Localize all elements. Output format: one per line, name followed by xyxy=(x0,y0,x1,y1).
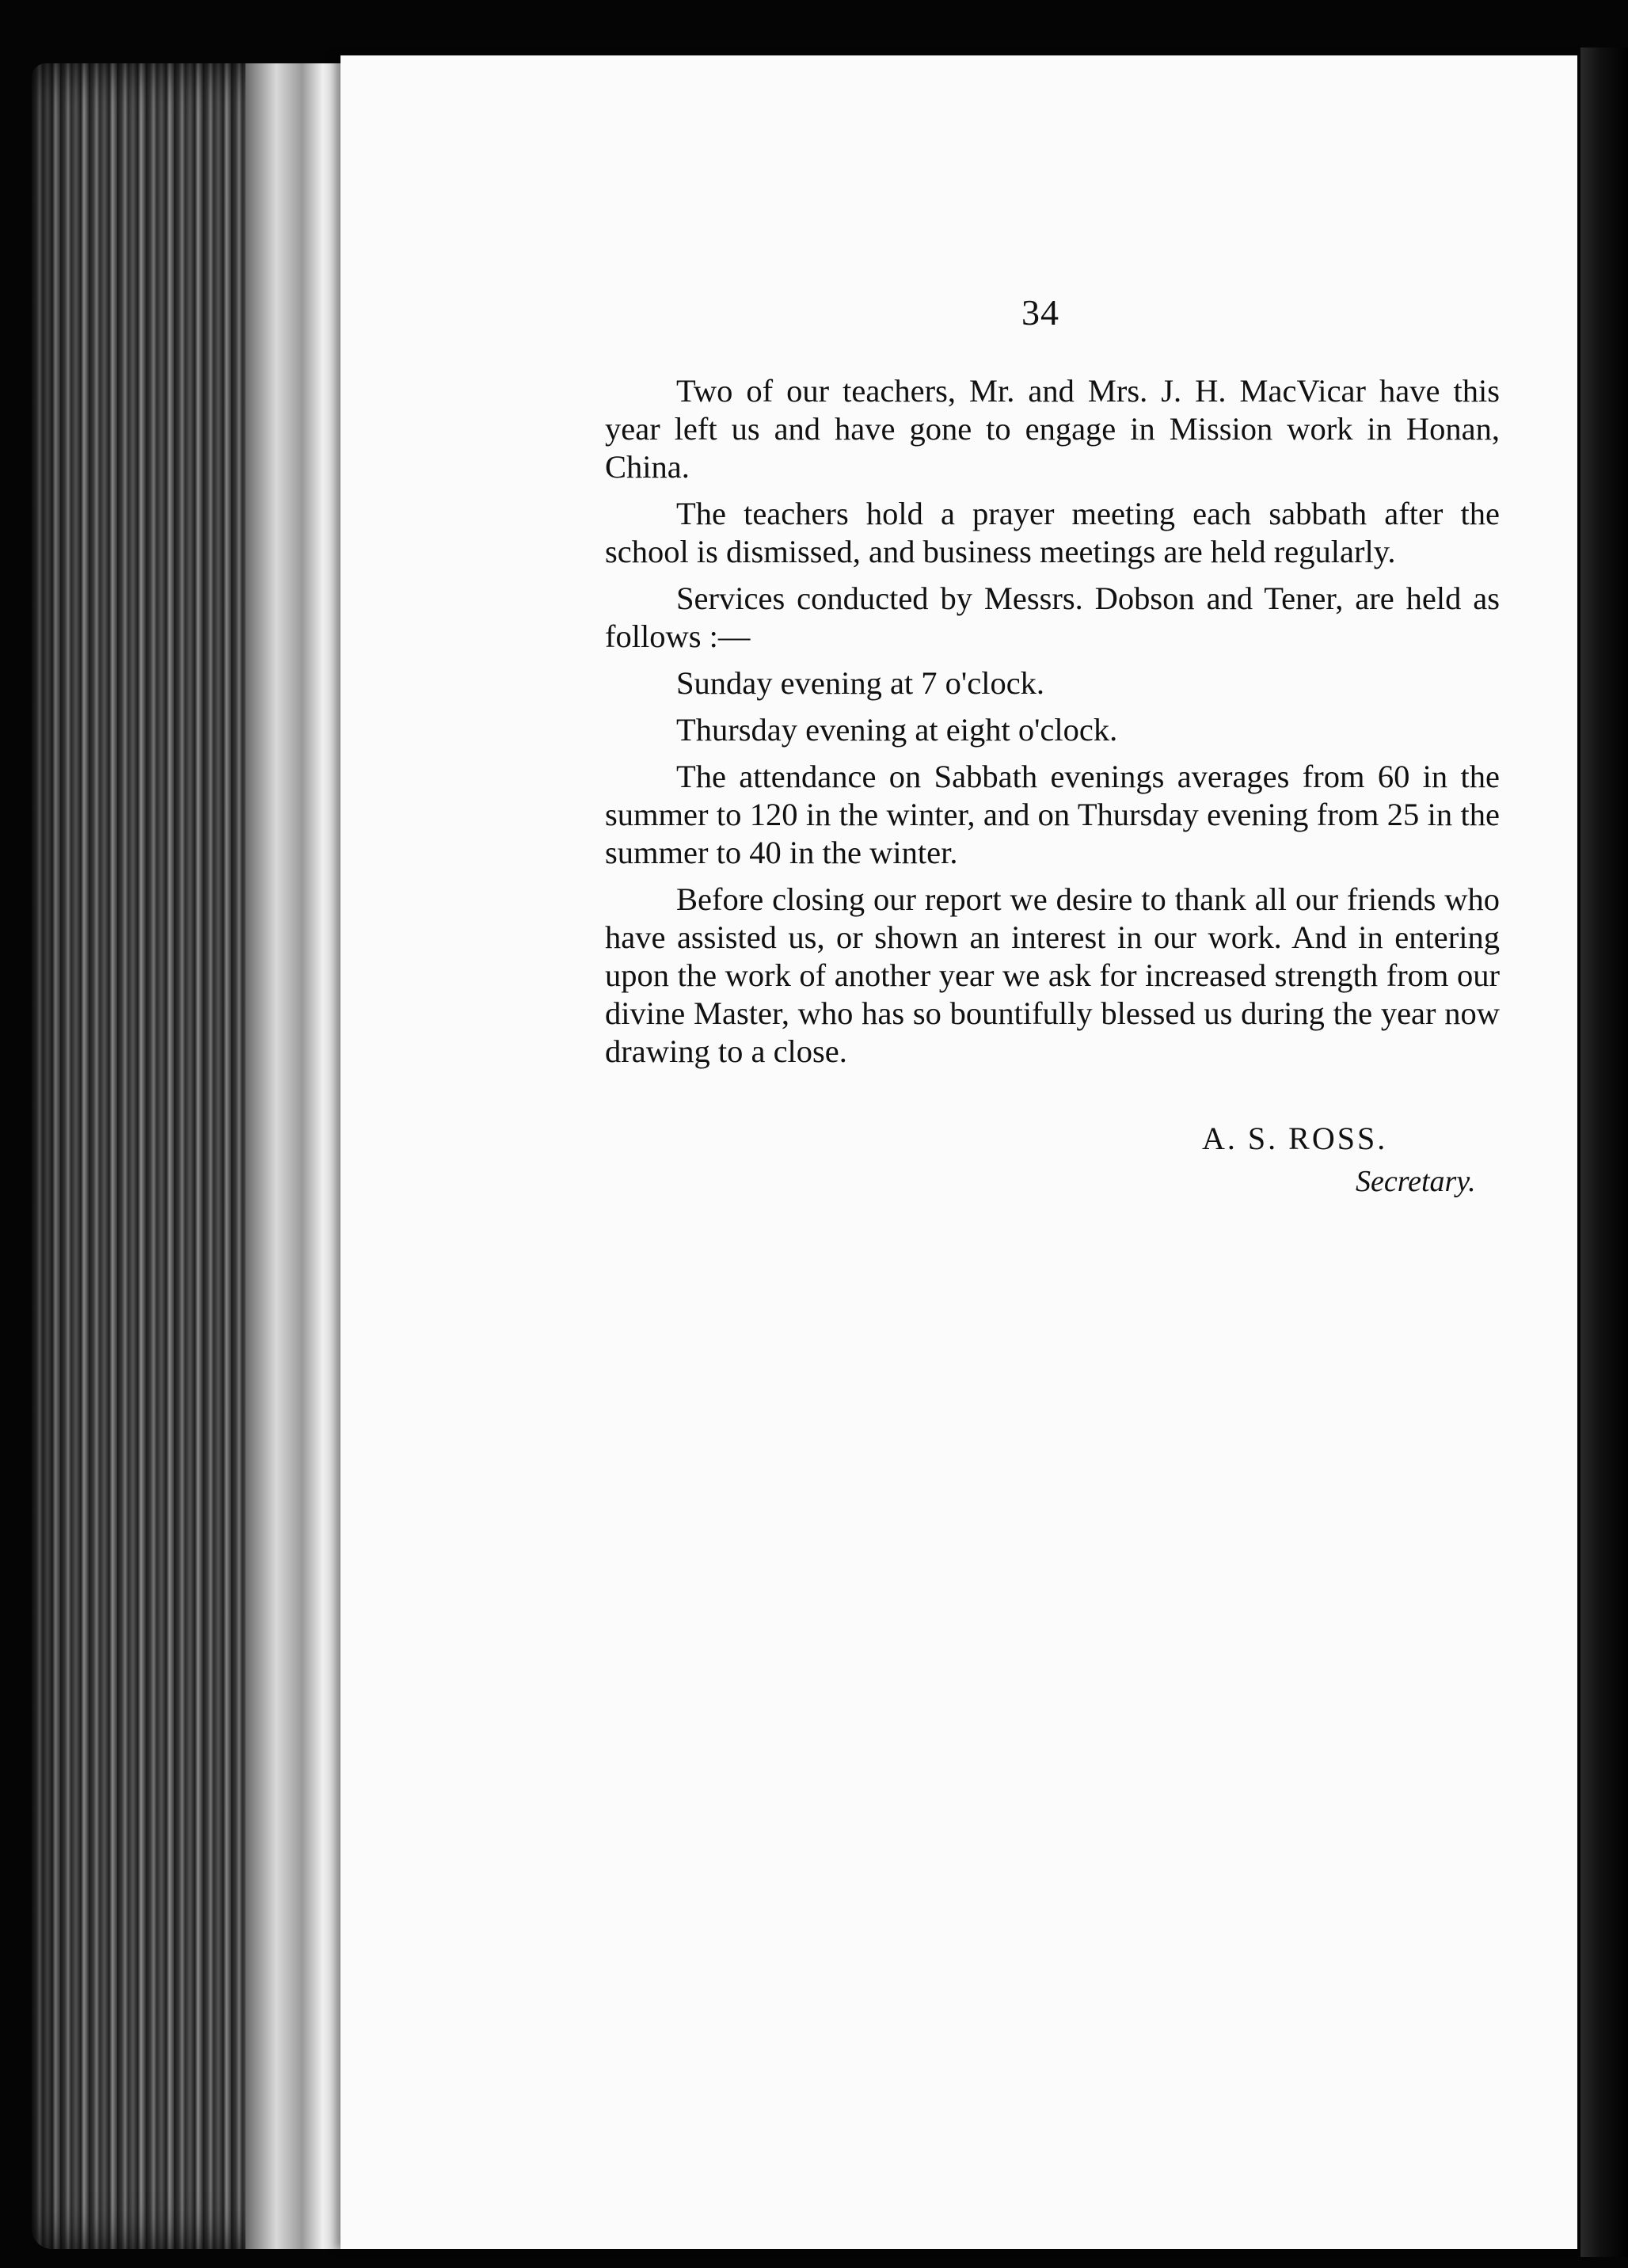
paragraph-thursday: Thursday evening at eight o'clock. xyxy=(676,712,1118,748)
paragraph-prayer-meeting: The teachers hold a prayer meeting each sabbath after the school is dismissed, and business meetings are held regularly. xyxy=(605,496,1500,569)
paragraph-closing: Before closing our report we desire to thank all our friends who have assisted us, or shown an interest in our work. And in entering upon the work of another year we ask for increased strength from our divine Master, who has so bountifully blessed us during the year now drawing to a close. xyxy=(605,881,1500,1069)
paragraph-services: Services conducted by Messrs. Dobson and Tener, are held as follows :— xyxy=(605,580,1500,654)
book-page-edges xyxy=(32,63,348,2249)
report-text xyxy=(605,372,1500,1079)
signature-title: Secretary. xyxy=(1356,1165,1476,1198)
paragraph-attendance: The attendance on Sabbath evenings averages from 60 in the summer to 120 in the winter, and on Thursday evening from 25 in the summer to 40 in the winter. xyxy=(605,759,1500,870)
paragraph-teachers-left: Two of our teachers, Mr. and Mrs. J. H. MacVicar have this year left us and have gone to engage in Mission work in Honan, China. xyxy=(605,373,1500,485)
page-number: 34 xyxy=(1021,292,1059,333)
paragraph-sunday: Sunday evening at 7 o'clock. xyxy=(676,665,1045,701)
book-right-edge xyxy=(1580,48,1628,2257)
signature-name: A. S. ROSS. xyxy=(1202,1121,1388,1156)
